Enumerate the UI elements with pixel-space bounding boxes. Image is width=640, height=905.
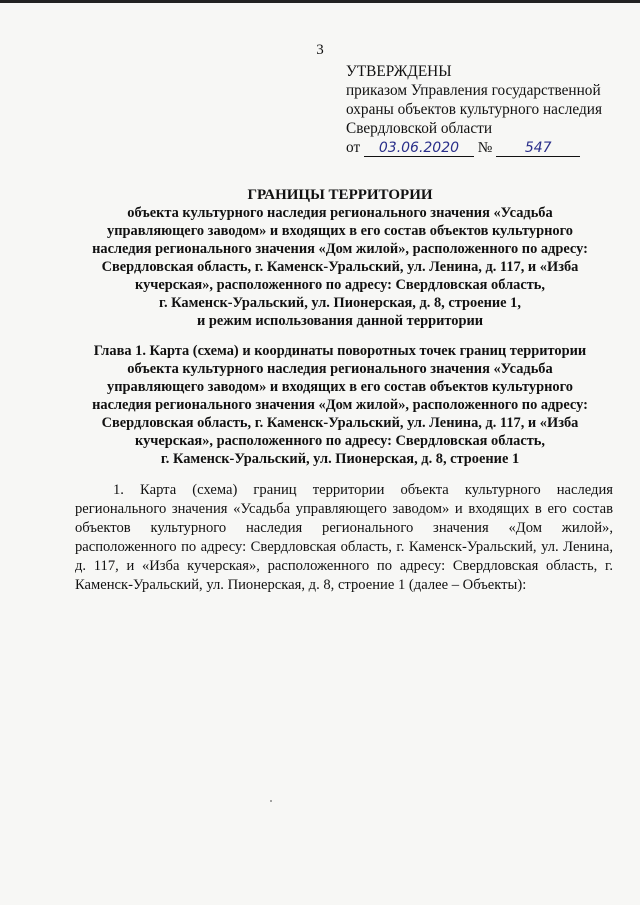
- heading-line: г. Каменск-Уральский, ул. Пионерская, д. 8, строение 1,: [159, 295, 521, 311]
- chapter-line: объекта культурного наследия регионального значения «Усадьба: [127, 361, 553, 377]
- heading-line: наследия регионального значения «Дом жилой», расположенного по адресу:: [92, 241, 588, 257]
- handwritten-order-number: 547: [496, 140, 580, 157]
- document-heading: [40, 186, 640, 330]
- chapter-line: г. Каменск-Уральский, ул. Пионерская, д. 8, строение 1: [160, 451, 520, 467]
- body-text: [75, 481, 613, 595]
- heading-line: и режим использования данной территории: [196, 313, 484, 329]
- heading-line: управляющего заводом» и входящих в его состав объектов культурного: [107, 223, 573, 239]
- date-prefix: от: [346, 139, 361, 156]
- heading-line: Свердловская область, г. Каменск-Уральский, ул. Ленина, д. 117, и «Изба: [101, 259, 579, 275]
- approval-line-3: охраны объектов культурного наследия: [346, 101, 602, 118]
- handwritten-date: 03.06.2020: [364, 140, 474, 157]
- number-prefix: №: [477, 139, 493, 156]
- paragraph-1: 1. Карта (схема) границ территории объекта культурного наследия регионального значения «Усадьба управляющего заводом» и входящих в его состав объектов культурного наследия регионального значения «Дом жилой», расположенного по адресу: Свердловская область, г. Каменск-Уральский, ул. Ленина, д. 117, и «Изба кучерская», расположенного по адресу: Свердловская область, г. Каменск-Уральский, ул. Пионерская, д. 8, строение 1 (далее – Объекты):: [75, 482, 613, 593]
- heading-title: ГРАНИЦЫ ТЕРРИТОРИИ: [247, 187, 433, 203]
- approval-date-line: [346, 138, 636, 157]
- chapter-line: Свердловская область, г. Каменск-Уральский, ул. Ленина, д. 117, и «Изба: [101, 415, 579, 431]
- chapter-line: управляющего заводом» и входящих в его состав объектов культурного: [107, 379, 573, 395]
- heading-line: кучерская», расположенного по адресу: Свердловская область,: [134, 277, 546, 293]
- chapter-line: кучерская», расположенного по адресу: Свердловская область,: [134, 433, 546, 449]
- approval-stamp: [346, 62, 636, 157]
- chapter-line: Глава 1. Карта (схема) и координаты поворотных точек границ территории: [93, 343, 587, 359]
- chapter-heading: [40, 342, 640, 468]
- approval-line-1: УТВЕРЖДЕНЫ: [346, 63, 452, 80]
- chapter-line: наследия регионального значения «Дом жилой», расположенного по адресу:: [92, 397, 588, 413]
- scan-speck: [270, 800, 272, 802]
- approval-line-4: Свердловской области: [346, 120, 493, 137]
- heading-line: объекта культурного наследия регионального значения «Усадьба: [127, 205, 553, 221]
- approval-line-2: приказом Управления государственной: [346, 82, 601, 99]
- scan-top-edge: [0, 0, 640, 3]
- page-number: 3: [316, 42, 324, 58]
